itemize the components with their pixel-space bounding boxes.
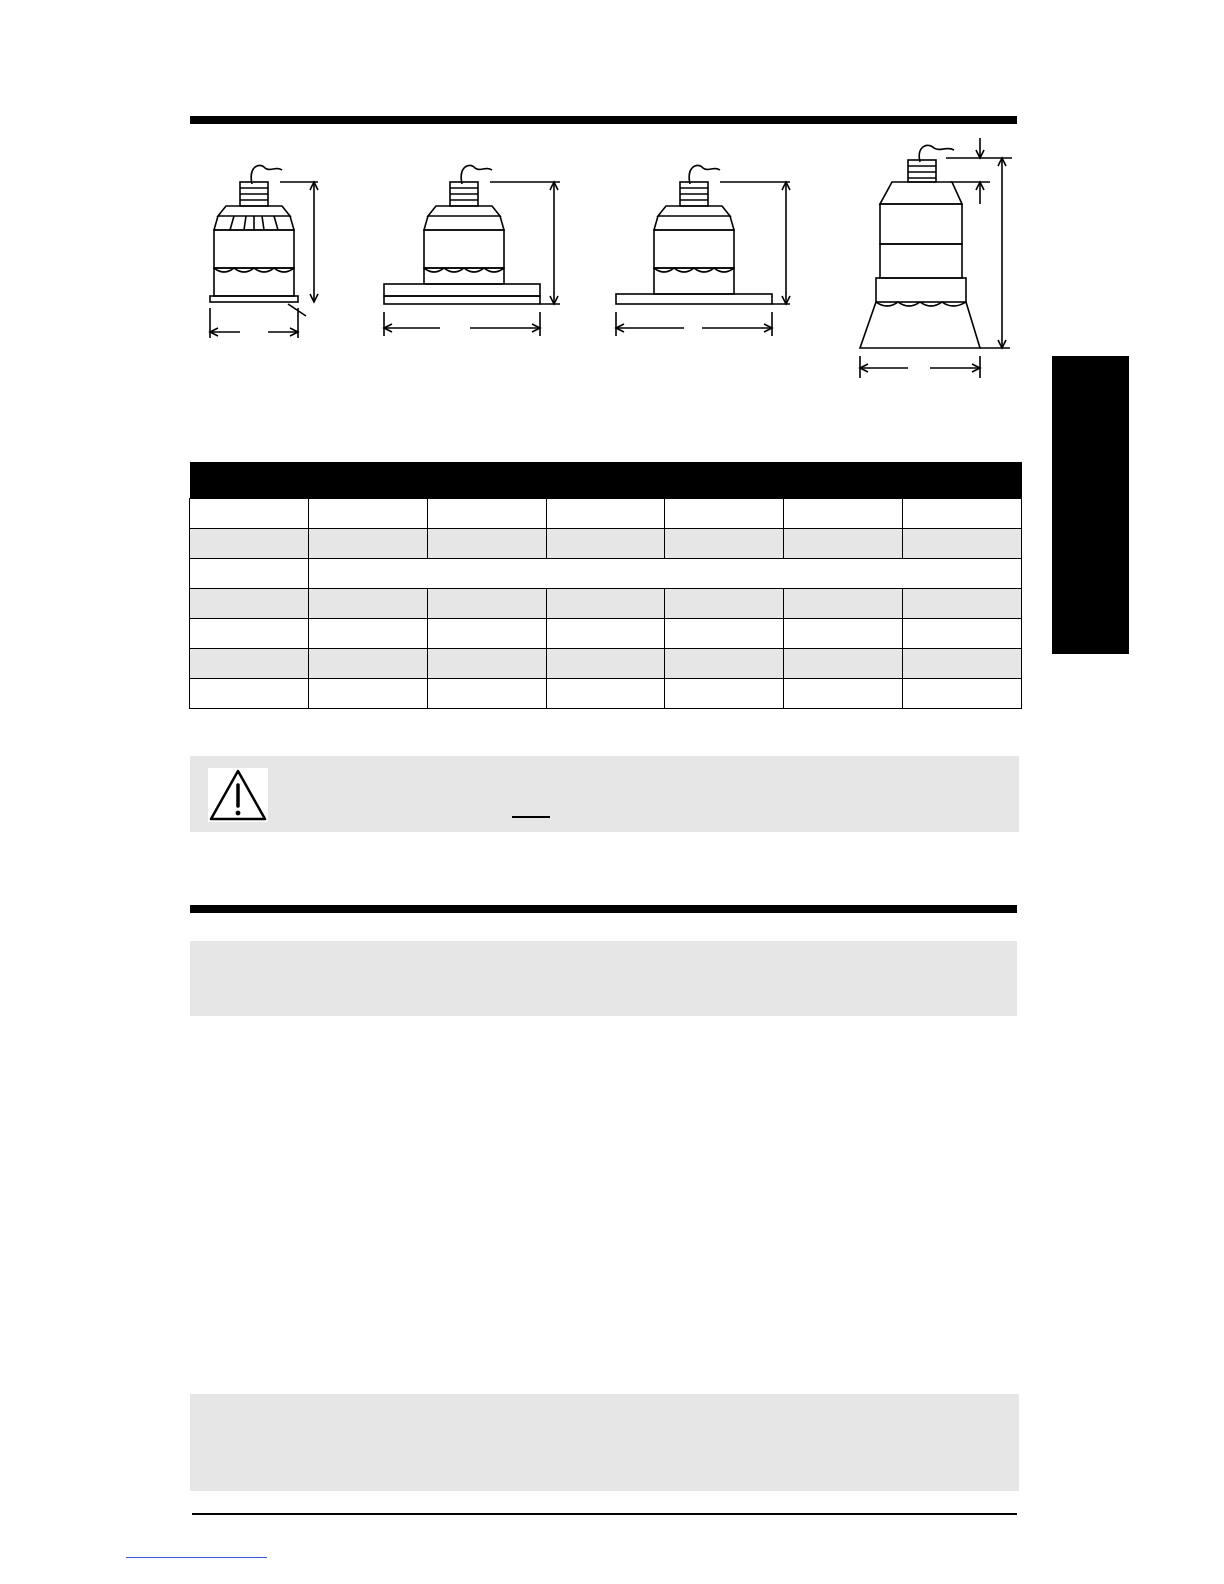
- table-row: [190, 589, 1022, 619]
- flanged-transducer-drawing-icon: [384, 165, 560, 336]
- table-cell: [190, 649, 309, 679]
- table-row: [190, 529, 1022, 559]
- transducer-drawings-svg: [190, 132, 1020, 392]
- emphasis-underline: [512, 816, 550, 818]
- warning-note-box: [190, 756, 1019, 832]
- table-cell-merged: [308, 559, 1021, 589]
- warning-triangle-icon: [208, 768, 268, 822]
- table-cell: [308, 529, 427, 559]
- table-cell: [308, 589, 427, 619]
- table-cell: [427, 589, 546, 619]
- table-cell: [903, 499, 1022, 529]
- table-cell: [546, 499, 665, 529]
- table-cell: [784, 529, 903, 559]
- table-row: [190, 499, 1022, 529]
- footer-rule: [192, 1513, 1017, 1515]
- table-cell: [784, 649, 903, 679]
- table-cell: [665, 529, 784, 559]
- table-cell: [784, 589, 903, 619]
- table-cell: [903, 589, 1022, 619]
- section-note-box: [190, 941, 1017, 1016]
- dimension-table: [189, 462, 1022, 709]
- table-cell: [903, 649, 1022, 679]
- table-cell: [308, 679, 427, 709]
- footer-link-underline[interactable]: [126, 1557, 267, 1558]
- table-cell: [784, 619, 903, 649]
- table-cell: [784, 679, 903, 709]
- table-row: [190, 679, 1022, 709]
- table-cell: [427, 679, 546, 709]
- table-cell: [546, 589, 665, 619]
- table-cell: [546, 529, 665, 559]
- top-section-rule: [190, 116, 1017, 124]
- table-cell: [546, 649, 665, 679]
- transducer-drawing-icon: [210, 165, 318, 338]
- table-cell: [784, 499, 903, 529]
- table-cell: [308, 649, 427, 679]
- table-cell: [190, 499, 309, 529]
- table-cell: [546, 619, 665, 649]
- table-cell: [190, 619, 309, 649]
- flat-flange-transducer-drawing-icon: [616, 165, 790, 336]
- table-cell: [903, 529, 1022, 559]
- table-cell: [427, 529, 546, 559]
- chapter-side-tab: [1052, 356, 1129, 654]
- second-section-rule: [190, 905, 1017, 913]
- table-header: [190, 462, 1022, 499]
- table-cell: [546, 679, 665, 709]
- table-cell: [903, 679, 1022, 709]
- table-cell: [665, 619, 784, 649]
- table-row: [190, 619, 1022, 649]
- table-cell: [665, 589, 784, 619]
- dimension-drawings: [190, 132, 1020, 392]
- table-cell: [190, 589, 309, 619]
- bottom-note-box: [190, 1394, 1019, 1491]
- table-cell: [427, 619, 546, 649]
- table-cell: [427, 649, 546, 679]
- table-cell: [190, 559, 309, 589]
- table-row: [190, 649, 1022, 679]
- table-cell: [427, 499, 546, 529]
- table-row: [190, 559, 1022, 589]
- table-cell: [665, 679, 784, 709]
- table-cell: [190, 679, 309, 709]
- table-cell: [665, 499, 784, 529]
- table-cell: [665, 649, 784, 679]
- table-cell: [308, 499, 427, 529]
- table-cell: [190, 529, 309, 559]
- horn-transducer-drawing-icon: [860, 138, 1012, 378]
- table-cell: [308, 619, 427, 649]
- table-cell: [903, 619, 1022, 649]
